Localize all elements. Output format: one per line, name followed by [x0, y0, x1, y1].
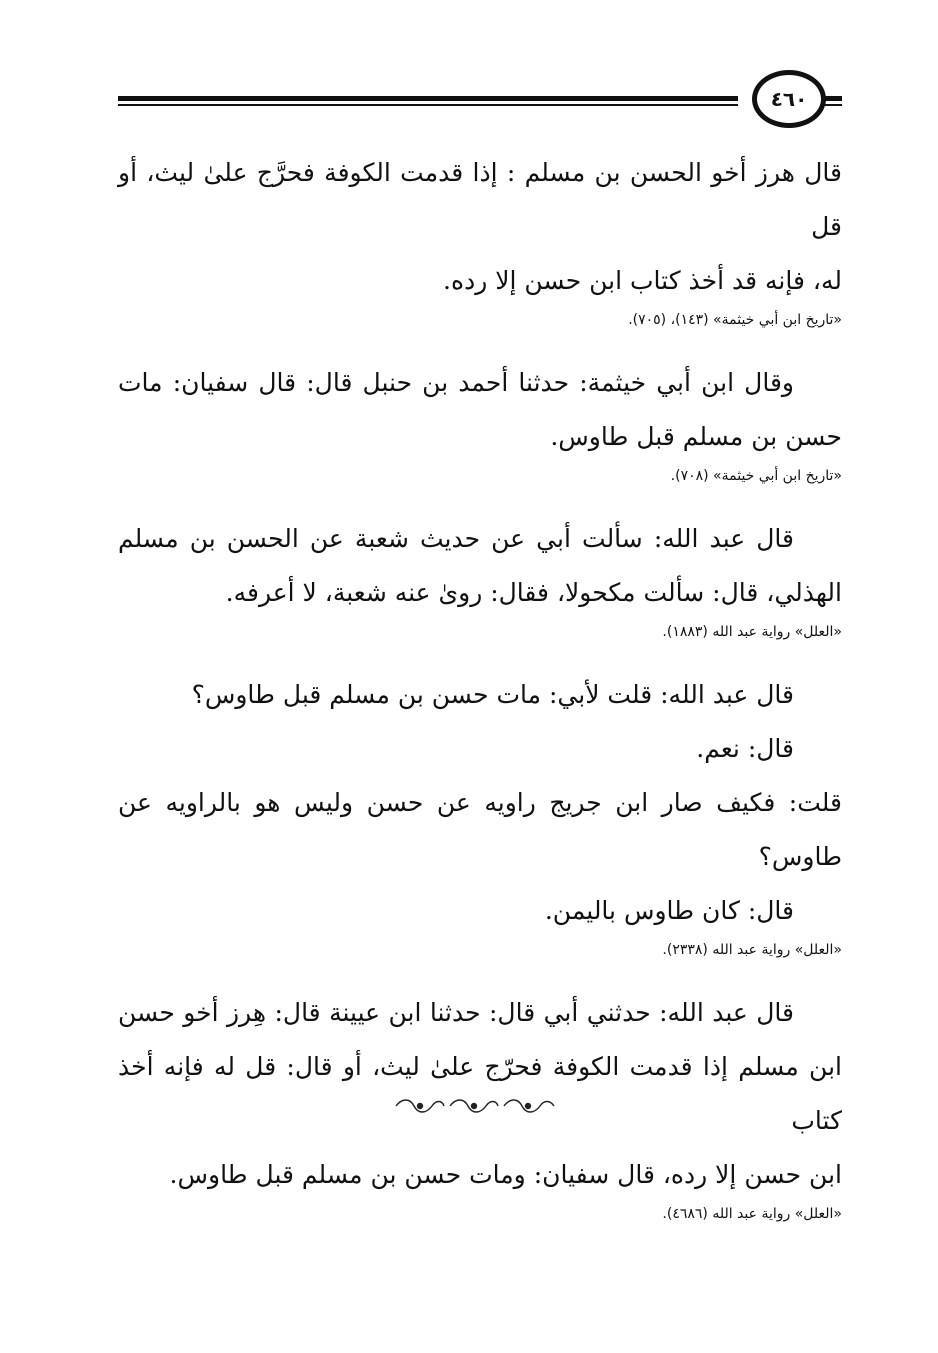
source-citation: «العلل» رواية عبد الله (٤٦٨٦). — [662, 1206, 842, 1222]
text-line: قال هرز أخو الحسن بن مسلم : إذا قدمت الكوفة فحرَّج علىٰ ليث، أو قل — [118, 158, 842, 241]
header-rule — [118, 96, 738, 101]
source-citation: «العلل» رواية عبد الله (١٨٨٣). — [662, 624, 842, 640]
end-of-section-ornament-icon — [392, 1096, 560, 1116]
text-line: قال عبد الله: حدثني أبي قال: حدثنا ابن عيينة قال: هِرز أخو حسن — [118, 998, 794, 1027]
text-line: حسن بن مسلم قبل طاوس. — [550, 422, 842, 451]
source-citation: «تاريخ ابن أبي خيثمة» (٧٠٨). — [670, 468, 842, 484]
paragraph — [118, 668, 842, 938]
header-rule-thin — [118, 104, 738, 106]
text-line: ابن حسن إلا رده، قال سفيان: ومات حسن بن مسلم قبل طاوس. — [169, 1160, 842, 1189]
paragraph — [118, 146, 842, 308]
source-citation: «تاريخ ابن أبي خيثمة» (١٤٣)، (٧٠٥). — [628, 312, 842, 328]
page-number-badge — [752, 70, 826, 128]
paragraph — [118, 986, 842, 1202]
text-line: ابن مسلم إذا قدمت الكوفة فحرّج علىٰ ليث، أو قال: قل له فإنه أخذ كتاب — [118, 1052, 842, 1135]
main-content — [118, 146, 842, 1250]
text-line: قال عبد الله: قلت لأبي: مات حسن بن مسلم قبل طاوس؟ — [191, 680, 794, 709]
paragraph — [118, 356, 842, 464]
text-line: قال: نعم. — [696, 734, 794, 763]
text-line: طاوس؟ — [758, 842, 842, 871]
text-line: قال عبد الله: سألت أبي عن حديث شعبة عن الحسن بن مسلم — [118, 524, 794, 553]
text-line: الهذلي، قال: سألت مكحولا، فقال: رویٰ عنه شعبة، لا أعرفه. — [225, 578, 842, 607]
page-header — [118, 70, 842, 130]
page-number: ٤٦٠ — [770, 87, 808, 111]
text-line: قال: كان طاوس باليمن. — [544, 896, 794, 925]
text-line: وقال ابن أبي خيثمة: حدثنا أحمد بن حنبل قال: قال سفيان: مات — [118, 368, 794, 397]
text-line: قلت: فكيف صار ابن جريج راويه عن حسن وليس هو بالراويه عن — [118, 788, 842, 817]
source-citation: «العلل» رواية عبد الله (٢٣٣٨). — [662, 942, 842, 958]
paragraph — [118, 512, 842, 620]
text-line: له، فإنه قد أخذ كتاب ابن حسن إلا رده. — [443, 266, 842, 295]
